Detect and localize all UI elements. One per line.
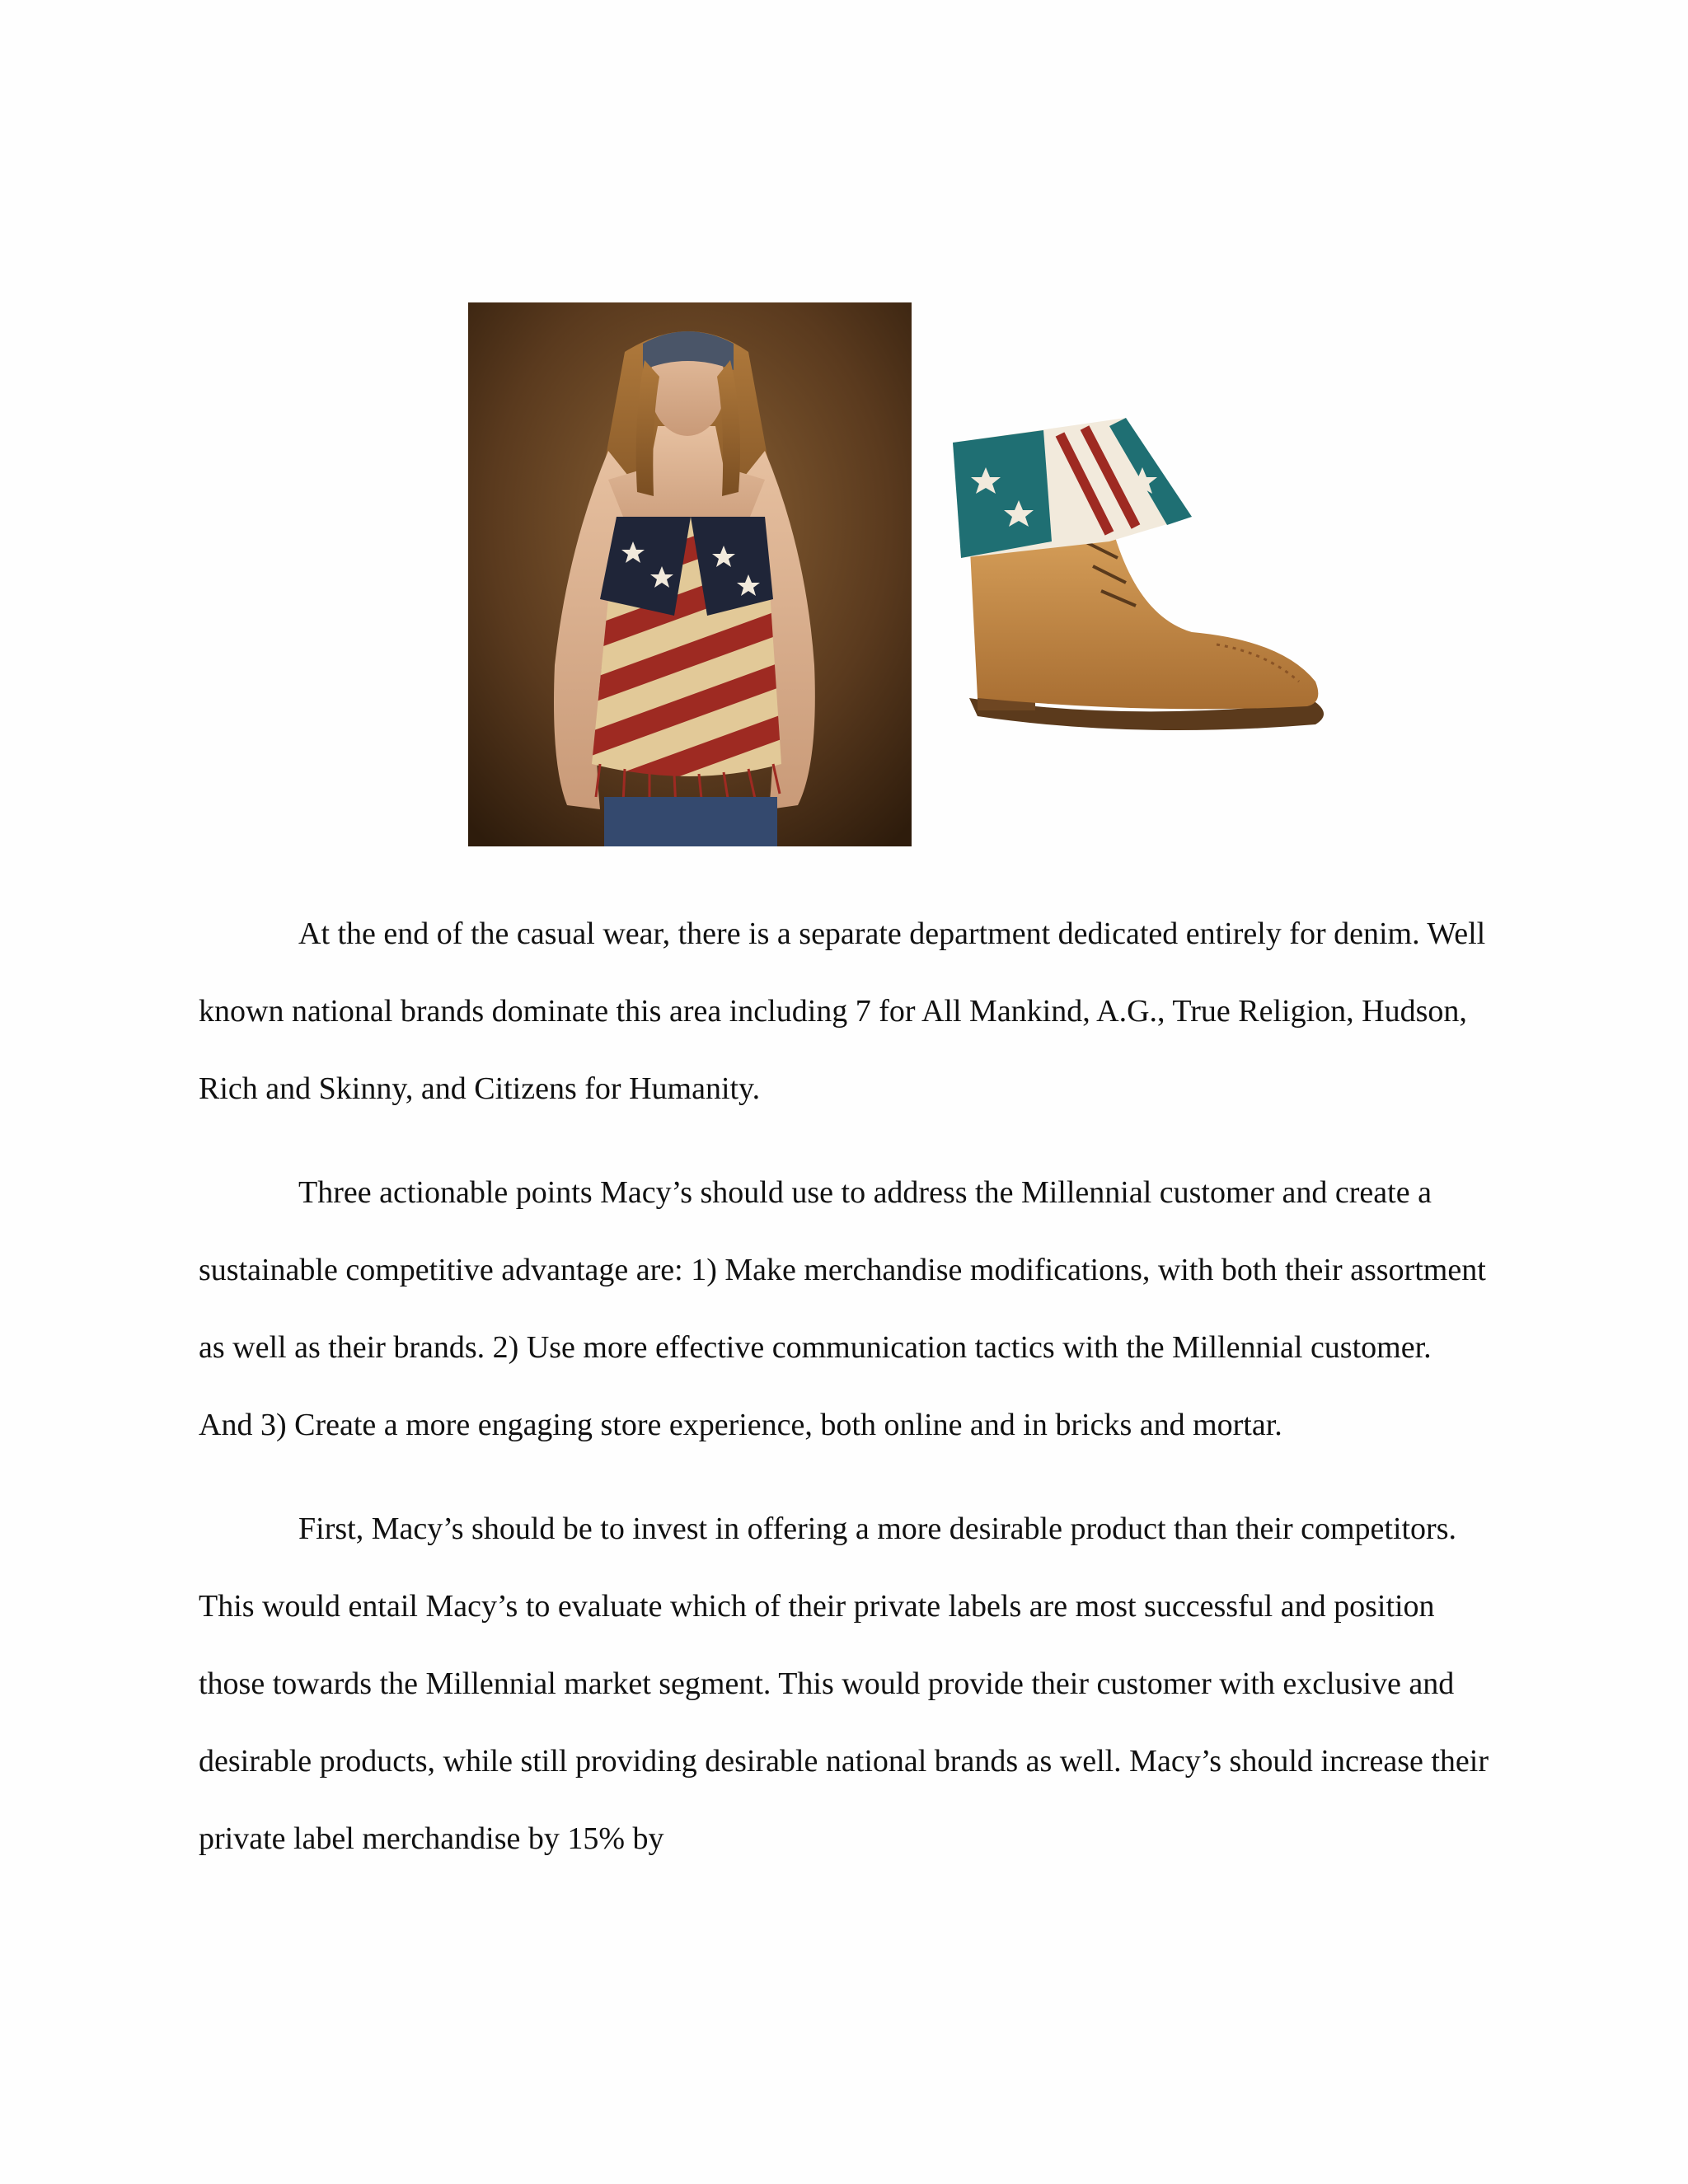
paragraph-private-labels: First, Macy’s should be to invest in offering a more desirable product than their competitors. This would entail Macy’s to evaluate which of their private labels are most successful and position those towards the Millennial market segment. This would provide their customer with exclusive and desirable products, while still providing desirable national brands as well. Macy’s should increase their private label merchandise by 15% by (199, 1511, 1489, 1856)
boot-photo (920, 418, 1381, 739)
paragraph-denim: At the end of the casual wear, there is a separate department dedicated entirely for denim. Well known national brands dominate this area including 7 for All Mankind, A.G., True Religion, Hudson, Rich and Skinny, and Citizens for Humanity. (199, 916, 1486, 1106)
model-photo (468, 302, 912, 846)
figure-row (468, 302, 1325, 846)
paragraph-actionable-points: Three actionable points Macy’s should use to address the Millennial customer and create a sustainable competitive advantage are: 1) Make merchandise modifications, with both their assortment as well as their brands. 2) Use more effective communication tactics with the Millennial customer. And 3) Create a more engaging store experience, both online and in bricks and mortar. (199, 1175, 1486, 1442)
body-text (199, 895, 1489, 1904)
